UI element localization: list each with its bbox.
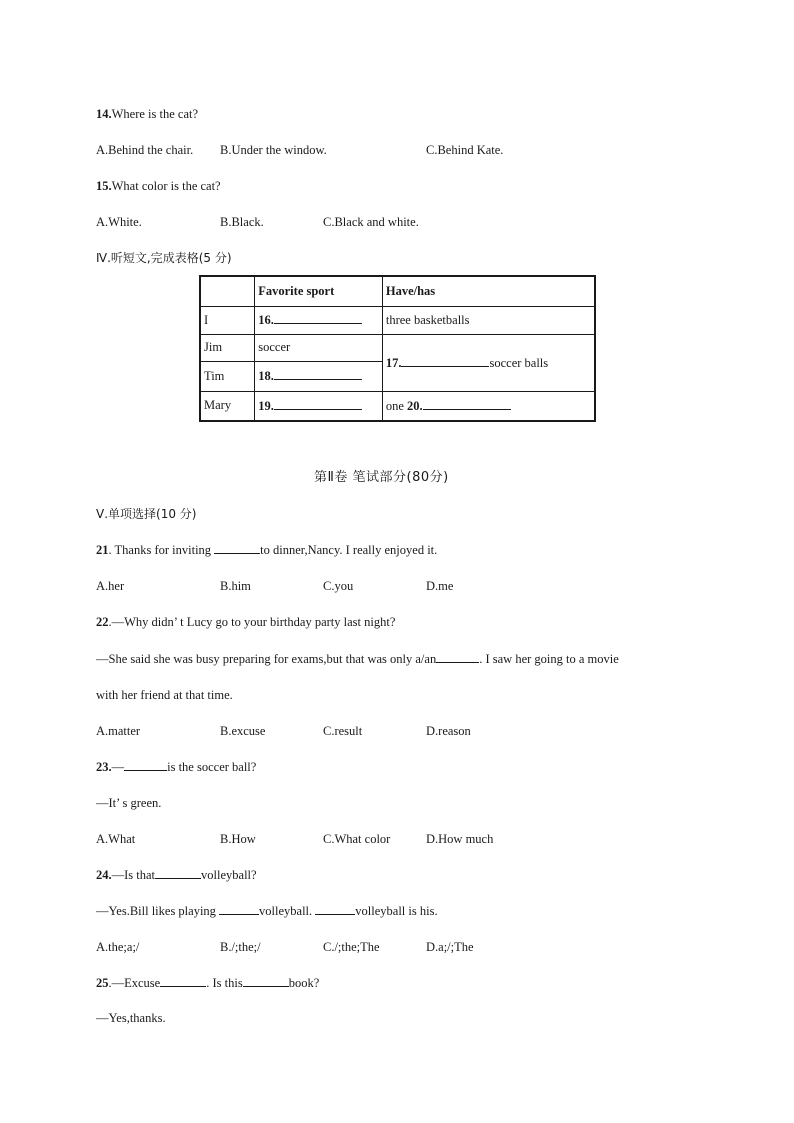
table-cell: Mary [200,391,255,421]
question-21 [96,542,437,558]
option-c: C.result [323,724,363,738]
question-number: 25 [96,976,109,990]
question-text-line: with her friend at that time. [96,688,233,702]
question-14 [96,106,198,122]
option-b: B.Black. [220,215,264,229]
question-number: 22 [96,615,109,629]
option-d: D.How much [426,832,494,846]
table-cell [382,334,595,391]
option-c: C.What color [323,832,391,846]
question-text: book? [288,976,320,990]
answer-line: —It’ s green. [96,796,162,810]
question-text: . Thanks for inviting [108,543,215,557]
option-c: C./;the;The [323,940,380,954]
answer-blank[interactable] [214,542,260,554]
table-cell [255,391,383,421]
question-text-line [96,651,619,667]
question-number: 21 [96,543,109,557]
question-text: — [111,760,125,774]
question-text-line [96,903,438,919]
listening-table [199,275,596,422]
option-a: A.What [96,832,136,846]
answer-blank[interactable] [436,651,479,663]
section-heading: Ⅳ.听短文,完成表格(5 分) [96,251,232,265]
question-text: .—Why didn’ t Lucy go to your birthday party last night? [108,615,396,629]
table-cell: Tim [200,361,255,391]
question-text: volleyball? [201,868,257,882]
question-text: to dinner,Nancy. I really enjoyed it. [260,543,438,557]
answer-blank[interactable] [423,398,511,410]
answer-blank[interactable] [401,355,489,367]
table-cell [382,391,595,421]
answer-blank[interactable] [274,368,362,380]
table-header: Favorite sport [255,276,383,306]
answer-line: —Yes,thanks. [96,1011,166,1025]
option-a: A.her [96,579,125,593]
question-text: .—Excuse [108,976,161,990]
blank-number: 19. [258,398,274,413]
answer-blank[interactable] [160,975,206,987]
question-25 [96,975,319,991]
option-a: A.White. [96,215,142,229]
question-text: volleyball. [259,904,316,918]
option-a: A.Behind the chair. [96,143,194,157]
answer-blank[interactable] [155,867,201,879]
blank-number: 18. [258,369,274,383]
option-d: D.a;/;The [426,940,474,954]
option-c: C.you [323,579,354,593]
option-b: B.him [220,579,251,593]
option-c: C.Black and white. [323,215,419,229]
option-b: B./;the;/ [220,940,261,954]
answer-blank[interactable] [124,759,167,771]
answer-blank[interactable] [219,903,259,915]
table-cell [255,306,383,334]
section-heading: Ⅴ.单项选择(10 分) [96,507,197,521]
question-text: . Is this [206,976,243,990]
question-15 [96,178,221,194]
question-number: 14. [96,107,112,121]
option-b: B.How [220,832,256,846]
answer-blank[interactable] [274,398,362,410]
option-a: A.the;a;/ [96,940,140,954]
question-number: 23. [96,760,112,774]
question-text: What color is the cat? [111,179,221,193]
blank-number: 20. [407,398,423,413]
answer-blank[interactable] [243,975,289,987]
option-b: B.Under the window. [220,143,327,157]
table-cell: I [200,306,255,334]
part-title: 第Ⅱ卷 笔试部分(80分) [314,470,449,485]
blank-number: 17. [385,355,402,370]
option-c: C.Behind Kate. [426,143,504,157]
question-22 [96,614,395,630]
table-header: Have/has [382,276,595,306]
question-text: —Yes.Bill likes playing [96,904,220,918]
table-cell: Jim [200,334,255,361]
answer-blank[interactable] [315,903,355,915]
option-d: D.reason [426,724,471,738]
table-cell: three basketballs [382,306,595,334]
question-text: Where is the cat? [111,107,199,121]
question-text: is the soccer ball? [167,760,257,774]
question-text: —She said she was busy preparing for exams,but that was only a/an [96,652,437,666]
table-cell: soccer [255,334,383,361]
question-text: —Is that [111,868,156,882]
cell-text: one [385,398,408,413]
question-24 [96,867,257,883]
table-cell [255,361,383,391]
table-cell [200,276,255,306]
question-number: 24. [96,868,112,882]
question-text: volleyball is his. [355,904,438,918]
option-b: B.excuse [220,724,266,738]
question-text: . I saw her going to a movie [479,652,619,666]
blank-number: 16. [258,313,274,327]
cell-text: soccer balls [489,355,549,370]
option-d: D.me [426,579,454,593]
option-a: A.matter [96,724,141,738]
question-number: 15. [96,179,112,193]
answer-blank[interactable] [274,312,362,324]
question-23 [96,759,256,775]
